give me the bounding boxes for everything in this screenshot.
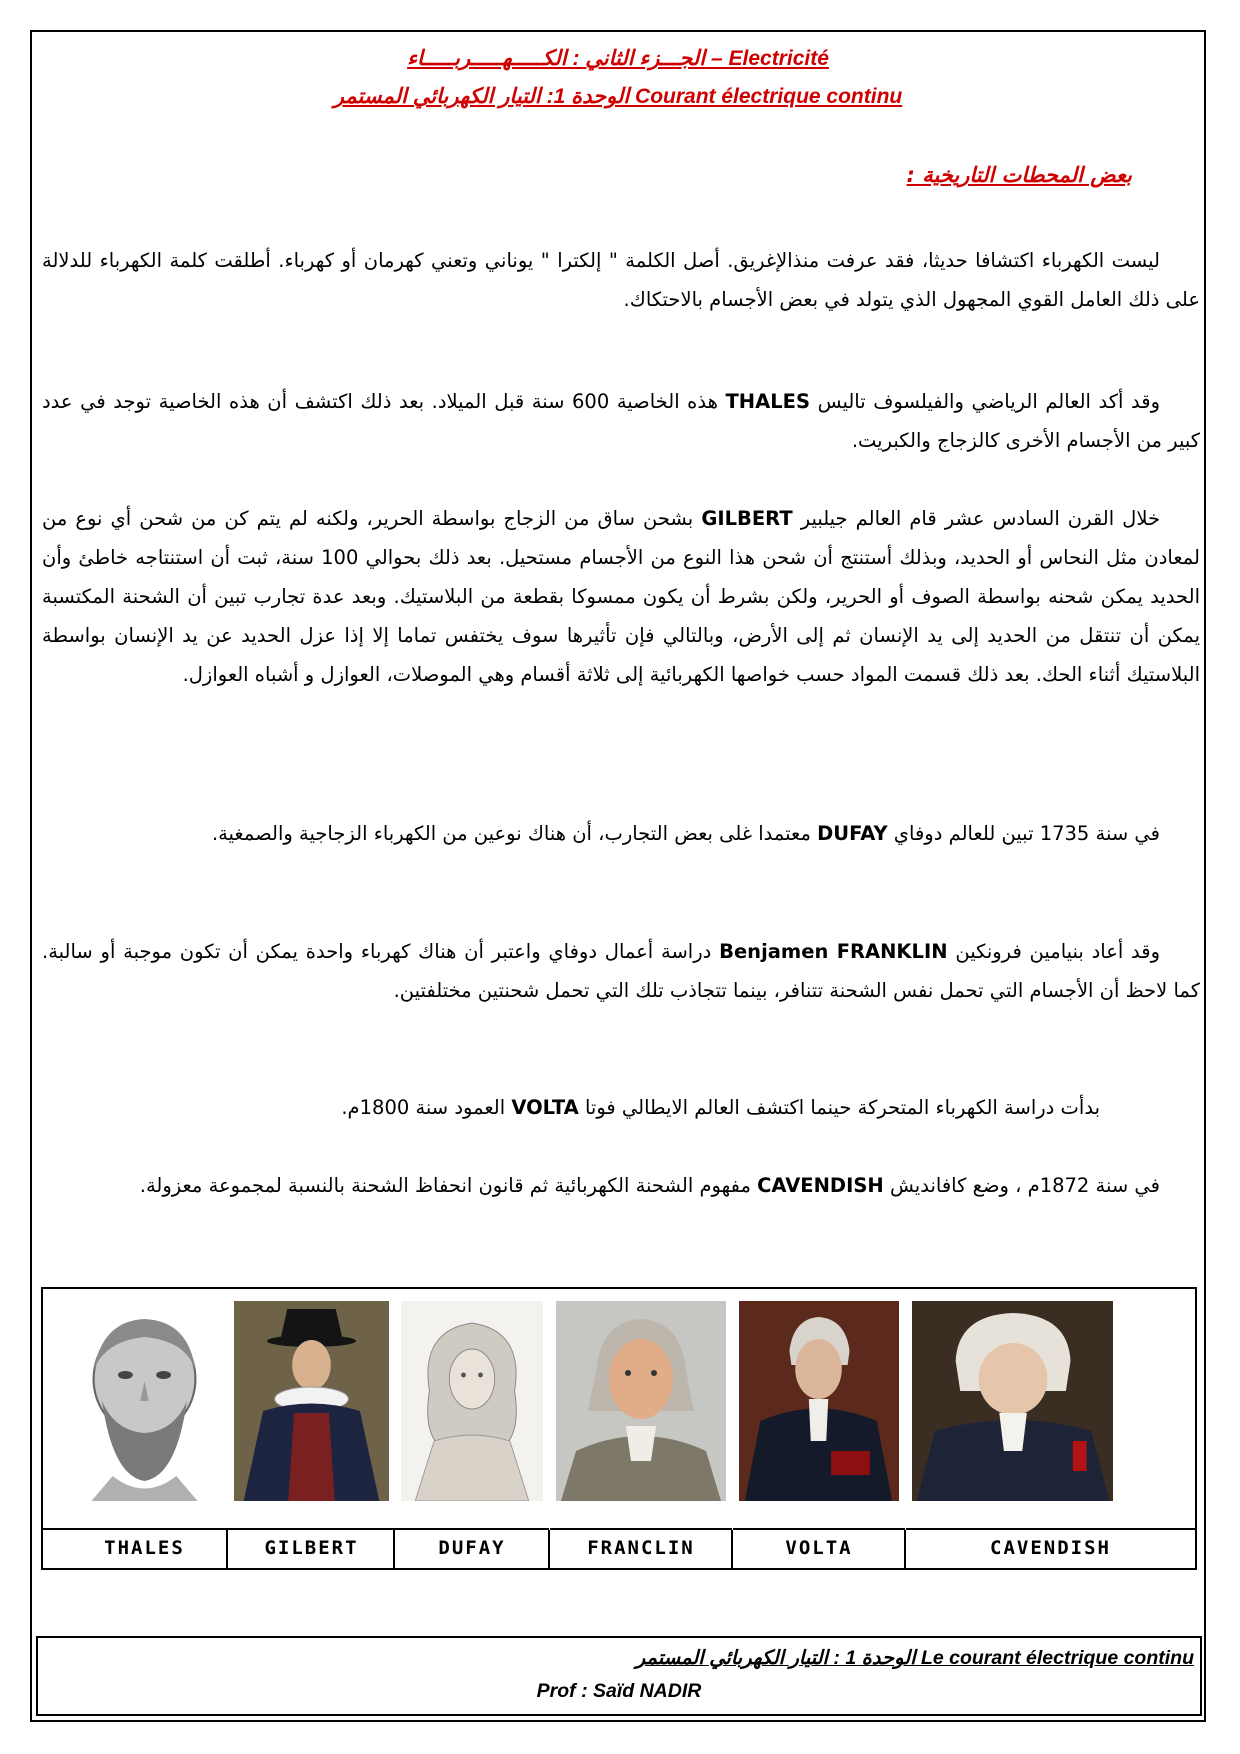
scientist-name: VOLTA xyxy=(511,1096,579,1119)
paragraph-text: دراسة أعمال دوفاي واعتبر أن هناك كهرباء واحدة يمكن أن تكون موجبة أو سالبة. كما لاحظ أن الأجسام التي تحمل نفس الشحنة تتنافر، بينما تتجاذب تلك التي تحمل شحنتين مختلفتين. xyxy=(42,940,1200,1002)
paragraph-text: خلال القرن السادس عشر قام العالم جيلبير xyxy=(800,507,1161,530)
paragraph-gilbert xyxy=(42,499,1200,694)
portrait-volta-image xyxy=(739,1301,899,1501)
unit-title: الوحدة 1: التيار الكهربائي المستمر Courant électrique continu xyxy=(333,85,903,108)
portrait-label: GILBERT xyxy=(228,1528,395,1568)
paragraph-text: وقد أكد العالم الرياضي والفيلسوف تاليس xyxy=(817,390,1161,413)
portrait-thales-image xyxy=(49,1301,240,1501)
paragraph-text: بدأت دراسة الكهرباء المتحركة حينما اكتشف العالم الايطالي فوتا xyxy=(584,1096,1100,1119)
paragraph-text: بشحن ساق من الزجاج بواسطة الحرير، ولكنه لم يتم كن من شحن أي نوع من لمعادن مثل النحاس أو الحديد، وبذلك أستنتج أن شحن هذا النوع من الأجسام مستحيل. بعد ذلك بحوالي 100 سنة، ثبت أن استنتاجه خاطئ وأن الحديد يمكن شحنه بواسطة الصوف أو الحرير، ولكن بشرط أن يكون ممسوكا بقطعة من البلاستيك. وبعد عدة تجارب تبين أن الشحنة المكتسبة يمكن أن تنتقل من الحديد إلى يد الإنسان ثم إلى الأرض، وبالتالي فإن تأثيرها سوف يختفس تماما إلا إذا عزل الحديد عن يد الإنسان بواسطة البلاستيك أثناء الحك. بعد ذلك قسمت المواد حسب خواصها الكهربائية إلى ثلاثة أقسام وهي الموصلات، العوازل و أشباه العوازل. xyxy=(42,507,1200,686)
page-frame xyxy=(30,30,1206,1722)
paragraph-text: وقد أعاد بنيامين فرونكين xyxy=(955,940,1161,963)
paragraph-franklin xyxy=(42,932,1200,1010)
portrait-label: DUFAY xyxy=(395,1528,549,1568)
paragraph-text: في سنة 1872م ، وضع كافانديش xyxy=(889,1174,1160,1197)
portrait-label: THALES xyxy=(43,1528,246,1568)
paragraph-text: في سنة 1735 تبين للعالم دوفاي xyxy=(893,822,1160,845)
portrait-label: VOLTA xyxy=(733,1528,905,1568)
footer xyxy=(36,1636,1202,1716)
paragraph-thales xyxy=(42,382,1200,460)
portrait-label: FRANCLIN xyxy=(550,1528,732,1568)
paragraph-volta xyxy=(42,1088,1200,1127)
paragraph-dufay xyxy=(42,814,1200,853)
section-title: بعض المحطات التاريخية : xyxy=(906,163,1132,187)
paragraph-text: مفهوم الشحنة الكهربائية ثم قانون انحفاظ الشحنة بالنسبة لمجموعة معزولة. xyxy=(139,1174,751,1197)
paragraph-text: ليست الكهرباء اكتشافا حديثا، فقد عرفت منذالإغريق. أصل الكلمة " إلكترا " يوناني وتعني كهرمان أو كهرباء. أطلقت كلمة الكهرباء للدلالة على ذلك العامل القوي المجهول الذي يتولد في بعض الأجسام بالاحتكاك. xyxy=(42,249,1200,311)
scientist-name: GILBERT xyxy=(701,507,793,530)
paragraph-text: معتمدا غلى بعض التجارب، أن هناك نوعين من الكهرباء الزجاجية والصمغية. xyxy=(211,822,811,845)
portrait-cell-volta xyxy=(733,1289,905,1568)
portrait-cell-cavendish xyxy=(906,1289,1195,1568)
scientist-name: DUFAY xyxy=(817,822,888,845)
part-title: الجـــزء الثاني : الكـــــهـــــربـــــاء – Electricité xyxy=(407,47,829,70)
paragraph-text: العمود سنة 1800م. xyxy=(341,1096,506,1119)
footer-unit-title: الوحدة 1 : التيار الكهربائي المستمر Le courant électrique continu xyxy=(635,1647,1194,1669)
scientist-name: CAVENDISH xyxy=(757,1174,884,1197)
portrait-dufay-image xyxy=(401,1301,543,1501)
portrait-gilbert-image xyxy=(234,1301,389,1501)
footer-author: Prof : Saïd NADIR xyxy=(536,1680,702,1702)
portrait-cell-thales xyxy=(43,1289,246,1568)
portraits-table xyxy=(41,1287,1197,1570)
scientist-name: THALES xyxy=(725,390,811,413)
portrait-label: CAVENDISH xyxy=(906,1528,1195,1568)
portrait-cell-franklin xyxy=(550,1289,732,1568)
portrait-cell-dufay xyxy=(395,1289,549,1568)
paragraph-text: هذه الخاصية 600 سنة قبل الميلاد. بعد ذلك اكتشف أن هذه الخاصية توجد في عدد كبير من الأجسام الأخرى كالزجاج والكبريت. xyxy=(42,390,1200,452)
portrait-cavendish-image xyxy=(912,1301,1113,1501)
paragraph-intro xyxy=(42,241,1200,319)
scientist-name: Benjamen FRANKLIN xyxy=(719,940,948,963)
paragraph-cavendish xyxy=(42,1166,1200,1205)
portrait-franklin-image xyxy=(556,1301,726,1501)
portrait-cell-gilbert xyxy=(228,1289,395,1568)
